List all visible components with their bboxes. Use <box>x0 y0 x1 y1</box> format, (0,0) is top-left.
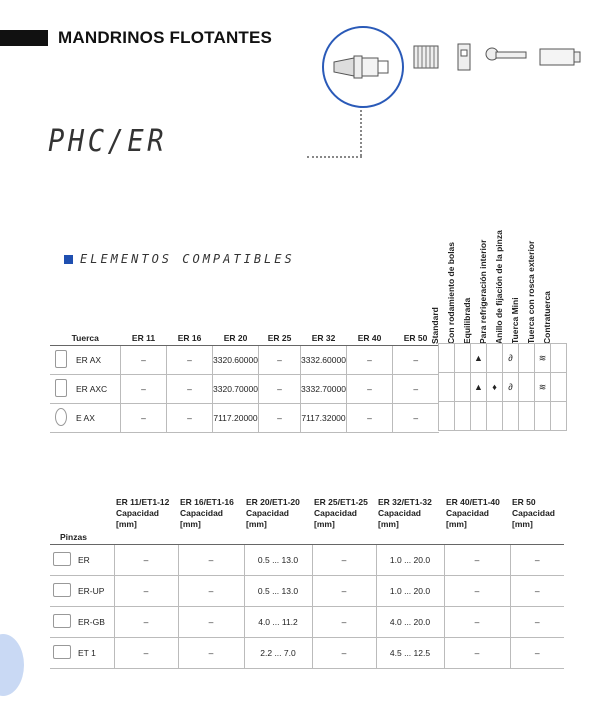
collet-er-up-icon <box>50 576 74 607</box>
section-title: ELEMENTOS COMPATIBLES <box>80 252 295 266</box>
feature-cell <box>471 402 487 431</box>
collet-col-header: ER 11/ET1-12 Capacidad [mm] <box>116 497 170 529</box>
row-label: ER-GB <box>74 607 114 638</box>
table-cell: 3320.60000 <box>213 346 259 375</box>
feature-cell <box>551 402 567 431</box>
table-cell: 1.0 ... 20.0 <box>376 576 444 607</box>
collet-col-header: ER 50 Capacidad [mm] <box>512 497 555 529</box>
table-cell: 7117.32000 <box>301 404 347 433</box>
clamping-ring-icon: ∂ <box>503 344 519 373</box>
row-label: ER AX <box>72 346 121 375</box>
table-row <box>50 545 564 576</box>
collet-er-icon <box>50 545 74 576</box>
feature-header: Para refrigeración interior <box>478 239 488 344</box>
table-cell: – <box>312 607 376 638</box>
table1-header: ER 40 <box>347 331 393 346</box>
table-cell: 3320.70000 <box>213 375 259 404</box>
table-cell: – <box>444 638 510 669</box>
collet-col-header: ER 20/ET1-20 Capacidad [mm] <box>246 497 300 529</box>
table-cell: – <box>347 375 393 404</box>
feature-cell <box>439 344 455 373</box>
table-cell: – <box>178 545 244 576</box>
table-cell: – <box>393 404 439 433</box>
table-cell: – <box>393 375 439 404</box>
row-label: ET 1 <box>74 638 114 669</box>
table-cell: 7117.20000 <box>213 404 259 433</box>
collet-col-header: ER 16/ET1-16 Capacidad [mm] <box>180 497 234 529</box>
collet-et1-icon <box>50 638 74 669</box>
feature-header: Con rodamiento de bolas <box>446 241 456 344</box>
clamping-ring-icon: ∂ <box>503 373 519 402</box>
table-cell: – <box>510 607 564 638</box>
table-cell: – <box>259 375 301 404</box>
tool-holder-icon <box>322 26 404 108</box>
collets-row-header: Pinzas <box>50 530 564 545</box>
table1-header: ER 20 <box>213 331 259 346</box>
table-cell: – <box>167 346 213 375</box>
balanced-icon: ▲ <box>471 373 487 402</box>
table-cell: – <box>510 576 564 607</box>
table-cell: – <box>312 576 376 607</box>
nut-icon <box>452 40 476 74</box>
table-cell: – <box>444 576 510 607</box>
row-label: ER AXC <box>72 375 121 404</box>
table-cell: 4.0 ... 20.0 <box>376 607 444 638</box>
table-cell: – <box>121 346 167 375</box>
table-cell: – <box>393 346 439 375</box>
coolant-drop-icon: ♦ <box>487 373 503 402</box>
table-cell: – <box>444 545 510 576</box>
table-cell: – <box>114 638 178 669</box>
external-thread-icon: ≋ <box>535 344 551 373</box>
features-grid <box>438 343 567 431</box>
table1-header: ER 50 <box>393 331 439 346</box>
table-cell: 0.5 ... 13.0 <box>244 576 312 607</box>
page-corner-decoration <box>0 634 24 696</box>
table1-header: Tuerca <box>50 331 121 346</box>
table-cell: – <box>312 638 376 669</box>
table-cell: – <box>510 638 564 669</box>
table-row <box>50 404 439 433</box>
table-row <box>50 375 439 404</box>
row-label: E AX <box>72 404 121 433</box>
table-cell: – <box>121 375 167 404</box>
table-cell: – <box>114 576 178 607</box>
feature-header: Anillo de fijación de la pinza <box>494 230 504 344</box>
table-cell: 3332.70000 <box>301 375 347 404</box>
table-cell: – <box>167 375 213 404</box>
table-cell: 3332.60000 <box>301 346 347 375</box>
balanced-icon: ▲ <box>471 344 487 373</box>
section-marker <box>64 255 73 264</box>
feature-cell <box>519 344 535 373</box>
feature-cell <box>551 344 567 373</box>
table-cell: – <box>114 607 178 638</box>
product-title: PHC/ER <box>48 124 168 159</box>
table-row <box>50 638 564 669</box>
table-cell: – <box>114 545 178 576</box>
table-cell: – <box>259 404 301 433</box>
nut-e-ax-icon <box>50 404 72 433</box>
wrench-icon <box>484 40 528 74</box>
table-cell: – <box>178 638 244 669</box>
table-row <box>439 344 567 373</box>
feature-cell <box>503 402 519 431</box>
row-label: ER-UP <box>74 576 114 607</box>
table1-header: ER 11 <box>121 331 167 346</box>
feature-cell <box>519 402 535 431</box>
table-row <box>439 373 567 402</box>
collet-icon <box>412 40 440 74</box>
external-thread-icon: ≋ <box>535 373 551 402</box>
table-cell: – <box>178 607 244 638</box>
feature-cell <box>455 344 471 373</box>
collet-col-header: ER 25/ET1-25 Capacidad [mm] <box>314 497 368 529</box>
table-cell: – <box>259 346 301 375</box>
collets-table <box>50 497 564 669</box>
table-row <box>50 576 564 607</box>
feature-header: Tuerca Mini <box>510 297 520 344</box>
feature-cell <box>455 373 471 402</box>
feature-cell <box>535 402 551 431</box>
feature-header: Tuerca con rosca exterior <box>526 240 536 344</box>
table-cell: – <box>312 545 376 576</box>
collet-col-header: ER 32/ET1-32 Capacidad [mm] <box>378 497 432 529</box>
table-cell: 4.5 ... 12.5 <box>376 638 444 669</box>
table1-header: ER 16 <box>167 331 213 346</box>
nut-table <box>50 331 439 433</box>
feature-header: Contratuerca <box>542 291 552 344</box>
table-cell: 1.0 ... 20.0 <box>376 545 444 576</box>
nut-er-ax-icon <box>50 346 72 375</box>
table-cell: 4.0 ... 11.2 <box>244 607 312 638</box>
feature-header: Equilibrada <box>462 297 472 344</box>
table-cell: – <box>444 607 510 638</box>
table-cell: – <box>167 404 213 433</box>
header-bar <box>0 30 48 46</box>
feature-cell <box>439 373 455 402</box>
table-row <box>439 402 567 431</box>
page-title: MANDRINOS FLOTANTES <box>58 28 273 47</box>
feature-cell <box>487 402 503 431</box>
feature-cell <box>455 402 471 431</box>
feature-cell <box>519 373 535 402</box>
table-cell: 0.5 ... 13.0 <box>244 545 312 576</box>
table1-header: ER 32 <box>301 331 347 346</box>
table-cell: – <box>178 576 244 607</box>
table-cell: 2.2 ... 7.0 <box>244 638 312 669</box>
table-cell: – <box>347 346 393 375</box>
table-row <box>50 607 564 638</box>
table-row <box>50 346 439 375</box>
table-cell: – <box>347 404 393 433</box>
feature-cell <box>439 402 455 431</box>
extension-icon <box>538 40 582 74</box>
table-cell: – <box>510 545 564 576</box>
collet-er-gb-icon <box>50 607 74 638</box>
row-label: ER <box>74 545 114 576</box>
feature-header: Standard <box>430 307 440 344</box>
collet-col-header: ER 40/ET1-40 Capacidad [mm] <box>446 497 500 529</box>
table1-header: ER 25 <box>259 331 301 346</box>
feature-cell <box>551 373 567 402</box>
dotted-connector-horizontal <box>307 156 362 158</box>
feature-cell <box>487 344 503 373</box>
nut-er-axc-icon <box>50 375 72 404</box>
table-cell: – <box>121 404 167 433</box>
